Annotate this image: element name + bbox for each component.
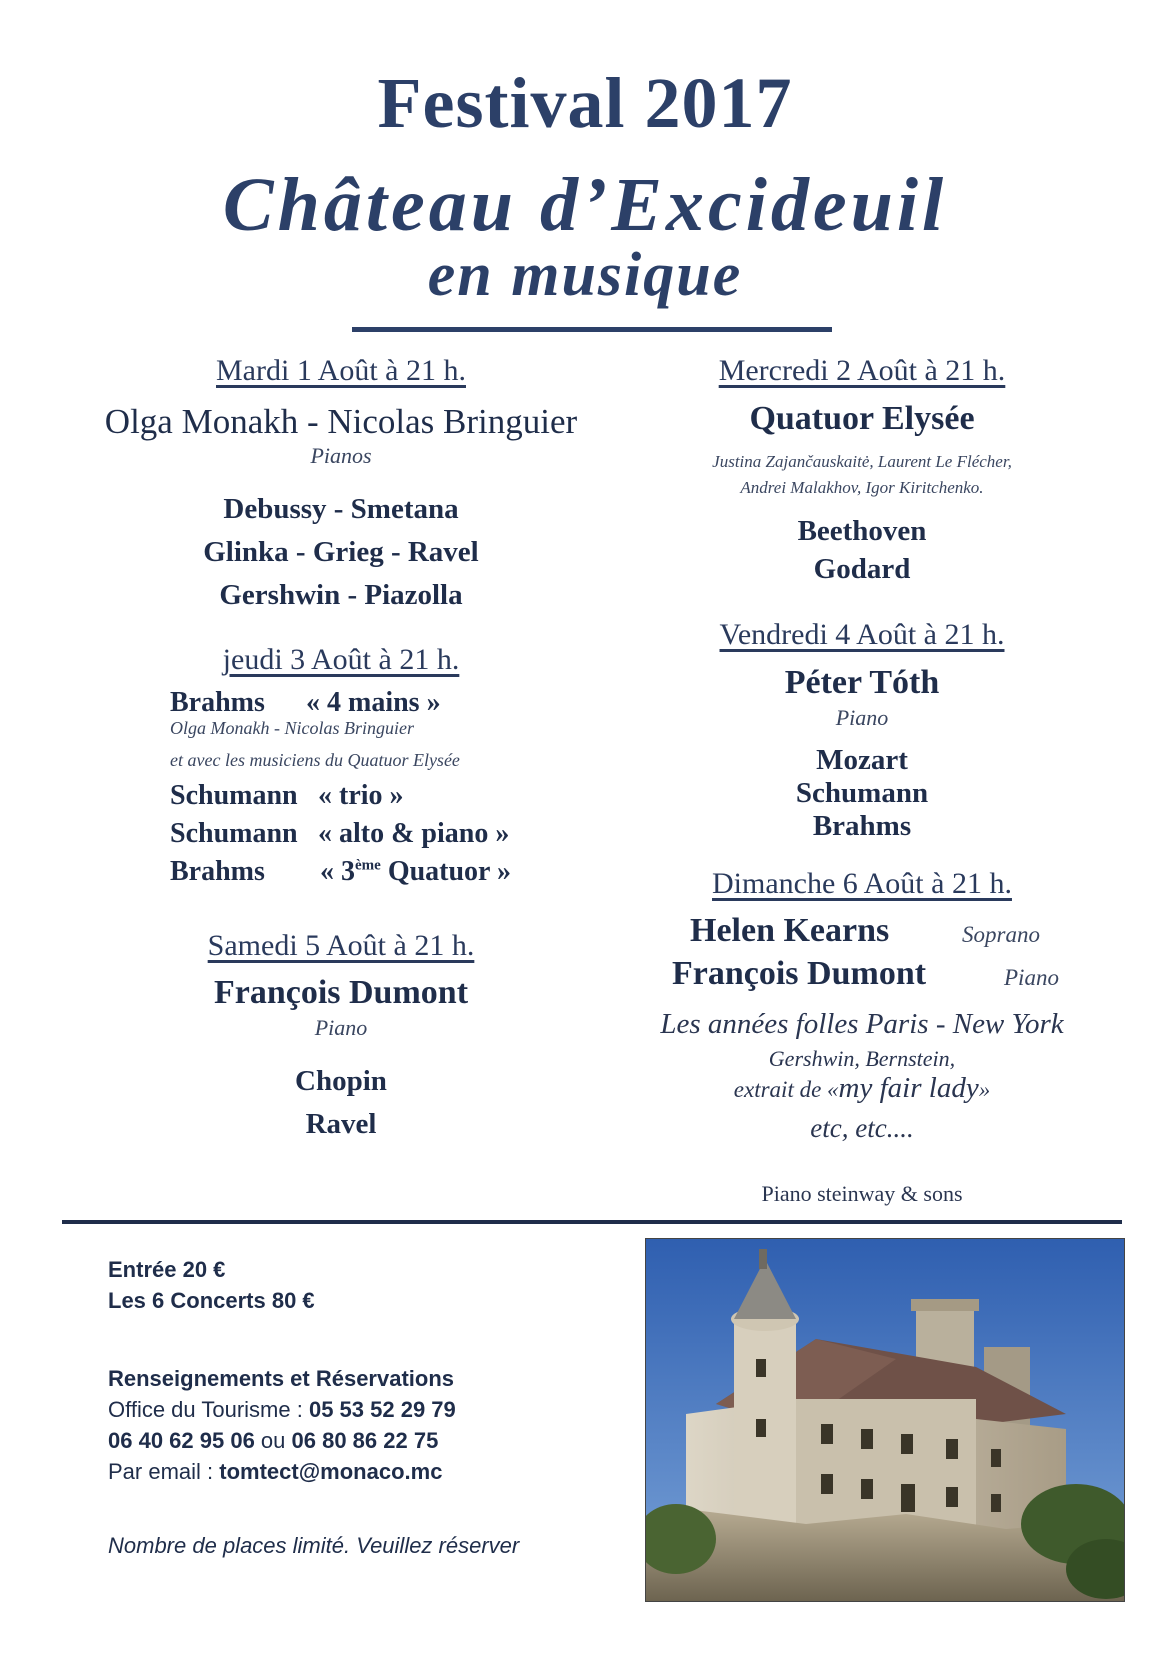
dimanche-role-2: Piano: [1004, 965, 1059, 990]
samedi-date: Samedi 5 Août à 21 h.: [207, 929, 475, 962]
dimanche-performer-1: Helen Kearns: [690, 912, 890, 949]
email-label: Par email :: [108, 1459, 220, 1484]
mardi-performers: Olga Monakh - Nicolas Bringuier: [104, 402, 578, 441]
piano-note: Piano steinway & sons: [761, 1181, 963, 1206]
email-line: [108, 1459, 442, 1485]
mardi-composers: [71, 488, 611, 617]
composer-line: Glinka - Grieg - Ravel: [203, 536, 479, 568]
program-composer: Schumann: [170, 780, 298, 811]
mardi-date: Mardi 1 Août à 21 h.: [216, 354, 466, 387]
mercredi-members-1: Justina Zajančauskaitė, Laurent Le Flécher,: [712, 452, 1012, 471]
program-composer: Schumann: [170, 818, 298, 849]
composer-line: Chopin: [295, 1065, 387, 1097]
program-line2-title: my fair lady: [838, 1072, 979, 1104]
phone-or: ou: [254, 1428, 292, 1453]
office-phone[interactable]: 05 53 52 29 79: [308, 1397, 456, 1422]
mercredi-date: Mercredi 2 Août à 21 h.: [718, 354, 1006, 387]
program-composer: Brahms: [170, 856, 265, 887]
composer-line: Debussy - Smetana: [223, 493, 459, 525]
piece-post: Quatuor »: [380, 856, 511, 887]
chateau-photo: [645, 1238, 1125, 1602]
mardi-role: Pianos: [310, 443, 372, 468]
piece-superscript: ème: [355, 857, 381, 874]
dimanche-program-line3: etc, etc....: [810, 1113, 914, 1143]
reservations-title: Renseignements et Réservations: [108, 1366, 455, 1391]
dimanche-program-line2: [612, 1072, 1112, 1105]
jeudi-program-row: [170, 818, 570, 852]
dimanche-role-1: Soprano: [962, 922, 1040, 947]
vendredi-performers: Péter Tóth: [784, 664, 940, 701]
festival-title: Festival 2017: [377, 63, 793, 143]
limited-places-note: Nombre de places limité. Veuillez réserver: [108, 1533, 520, 1558]
samedi-composers: [71, 1060, 611, 1146]
composer-line: Gershwin - Piazolla: [219, 579, 463, 611]
vendredi-role: Piano: [835, 705, 889, 730]
office-label: Office du Tourisme :: [108, 1397, 309, 1422]
jeudi-program-row: [170, 856, 570, 890]
entry-price: Entrée 20 €: [108, 1257, 226, 1282]
subtitle-en-musique: en musique: [427, 241, 743, 309]
program-piece: [320, 856, 511, 888]
program-piece: « trio »: [318, 780, 404, 811]
jeudi-note-performers: Olga Monakh - Nicolas Bringuier: [170, 718, 414, 738]
program-line2-pre: extrait de «: [733, 1077, 839, 1102]
jeudi-program-row: [170, 780, 570, 814]
chateau-illustration: [646, 1239, 1124, 1601]
program-piece: « alto & piano »: [318, 818, 510, 849]
bottom-divider: [62, 1220, 1122, 1224]
program-line2-post: »: [978, 1077, 991, 1102]
vendredi-composers: [612, 744, 1112, 843]
mercredi-composers: [612, 512, 1112, 588]
composer-line: Ravel: [305, 1108, 377, 1140]
dimanche-date: Dimanche 6 Août à 21 h.: [712, 867, 1012, 900]
composer-line: Mozart: [816, 744, 908, 776]
dimanche-program-title: Les années folles Paris - New York: [660, 1008, 1064, 1040]
phones-line: [108, 1428, 438, 1454]
dimanche-program-line1: Gershwin, Bernstein,: [768, 1046, 956, 1071]
program-composer: Brahms: [170, 687, 265, 718]
dimanche-performer-2: François Dumont: [672, 955, 927, 992]
chateau-title: Château d’Excideuil: [222, 163, 948, 247]
title-divider: [352, 327, 832, 332]
jeudi-program-row: [170, 687, 570, 721]
phone-2[interactable]: 06 80 86 22 75: [291, 1428, 439, 1453]
phone-1[interactable]: 06 40 62 95 06: [108, 1428, 255, 1453]
samedi-performers: François Dumont: [213, 974, 469, 1011]
composer-line: Beethoven: [797, 515, 927, 547]
composer-line: Schumann: [795, 777, 929, 809]
email-link[interactable]: tomtect@monaco.mc: [219, 1459, 443, 1484]
mercredi-members-2: Andrei Malakhov, Igor Kiritchenko.: [740, 478, 984, 497]
program-piece: « 4 mains »: [306, 687, 441, 718]
composer-line: Godard: [813, 553, 911, 585]
mercredi-performers: Quatuor Elysée: [749, 400, 975, 437]
piece-pre: « 3: [320, 856, 355, 887]
vendredi-date: Vendredi 4 Août à 21 h.: [719, 618, 1005, 651]
samedi-role: Piano: [314, 1015, 368, 1040]
office-line: [108, 1397, 456, 1423]
composer-line: Brahms: [812, 810, 912, 842]
jeudi-date: jeudi 3 Août à 21 h.: [222, 643, 460, 676]
jeudi-note-quatuor: et avec les musiciens du Quatuor Elysée: [170, 750, 460, 770]
pass-price: Les 6 Concerts 80 €: [108, 1288, 315, 1313]
